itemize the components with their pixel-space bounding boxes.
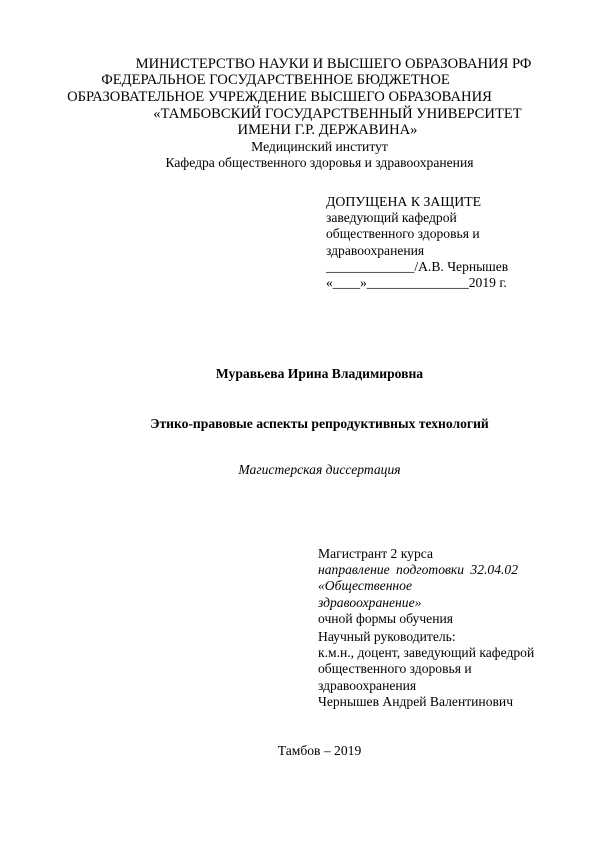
advisor-department-1: общественного здоровья и	[318, 661, 472, 677]
institute-name: Медицинский институт	[251, 139, 388, 154]
approval-block	[326, 194, 526, 291]
thesis-title: Этико-правовые аспекты репродуктивных технологий	[150, 416, 489, 431]
author-name: Муравьева Ирина Владимировна	[215, 366, 424, 381]
student-block	[318, 546, 518, 627]
advisor-name: Чернышев Андрей Валентинович	[318, 693, 514, 709]
direction-code: 32.04.02	[470, 562, 518, 578]
advisor-position: к.м.н., доцент, заведующий кафедрой	[318, 645, 535, 661]
institution-type-line: ОБРАЗОВАТЕЛЬНОЕ УЧРЕЖДЕНИЕ ВЫСШЕГО ОБРАЗОВАНИЯ	[67, 89, 492, 105]
ministry-line: МИНИСТЕРСТВО НАУКИ И ВЫСШЕГО ОБРАЗОВАНИЯ РФ	[135, 56, 532, 72]
student-course: Магистрант 2 курса	[318, 546, 433, 561]
city-year: Тамбов – 2019	[277, 743, 362, 758]
advisor-label: Научный руководитель:	[318, 629, 456, 644]
approval-department-2: здравоохранения	[326, 242, 425, 258]
approval-signature: _____________/А.В. Чернышев	[326, 258, 509, 274]
approval-title: ДОПУЩЕНА К ЗАЩИТЕ	[326, 194, 482, 209]
advisor-block	[318, 629, 548, 710]
student-direction	[318, 562, 518, 578]
direction-word-1: направление	[318, 562, 390, 578]
direction-word-2: подготовки	[396, 562, 465, 578]
department-name: Кафедра общественного здоровья и здравоохранения	[165, 155, 474, 170]
federal-line: ФЕДЕРАЛЬНОЕ ГОСУДАРСТВЕННОЕ БЮДЖЕТНОЕ	[101, 72, 450, 88]
university-name-line: «ТАМБОВСКИЙ ГОСУДАРСТВЕННЫЙ УНИВЕРСИТЕТ	[153, 106, 522, 122]
work-type: Магистерская диссертация	[238, 462, 401, 477]
approval-date: «____»_______________2019 г.	[326, 275, 507, 291]
student-form: очной формы обучения	[318, 610, 454, 626]
advisor-department-2: здравоохранения	[318, 677, 417, 693]
student-program: «Общественное здравоохранение»	[318, 578, 422, 610]
approval-position: заведующий кафедрой	[326, 210, 457, 226]
university-named-line: ИМЕНИ Г.Р. ДЕРЖАВИНА»	[237, 122, 418, 138]
approval-department-1: общественного здоровья и	[326, 226, 480, 242]
